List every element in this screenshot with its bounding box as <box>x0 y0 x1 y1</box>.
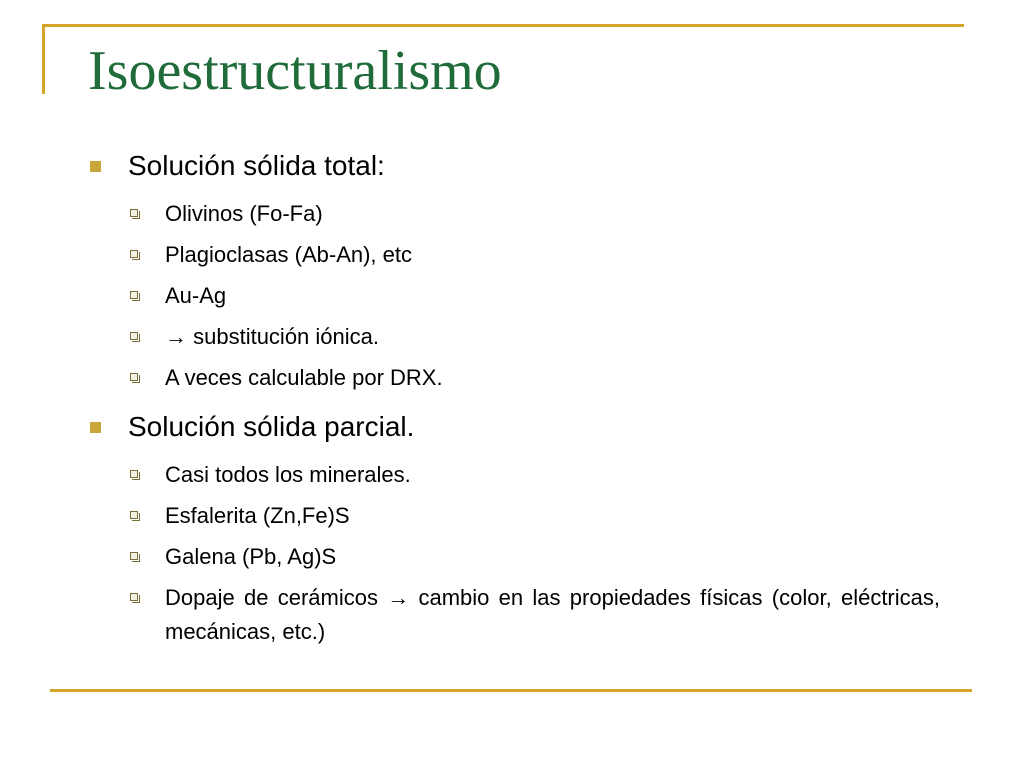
list-item <box>90 197 940 231</box>
list-item <box>90 540 940 574</box>
section-items-wrapper <box>90 458 940 649</box>
slide-content <box>90 142 940 657</box>
list-item-text: Galena (Pb, Ag)S <box>165 544 337 569</box>
list-item <box>90 320 940 354</box>
list-item <box>90 458 940 492</box>
list-item-text: → substitución iónica. <box>165 324 379 349</box>
slide-title: Isoestructuralismo <box>88 40 502 102</box>
frame-accent-vertical <box>42 24 45 94</box>
box-bullet-icon <box>130 552 138 560</box>
list-item-text: Olivinos (Fo-Fa) <box>165 201 323 226</box>
section-items-wrapper <box>90 197 940 395</box>
square-bullet-icon <box>90 422 101 433</box>
section-solid-solution-partial <box>90 403 940 451</box>
list-item-text: Plagioclasas (Ab-An), etc <box>165 242 412 267</box>
box-bullet-icon <box>130 209 138 217</box>
box-bullet-icon <box>130 593 138 601</box>
section-heading: Solución sólida parcial. <box>128 411 415 442</box>
section-items-partial <box>90 458 940 649</box>
box-bullet-icon <box>130 470 138 478</box>
box-bullet-icon <box>130 291 138 299</box>
list-item-text: Au-Ag <box>165 283 227 308</box>
square-bullet-icon <box>90 161 101 172</box>
box-bullet-icon <box>130 373 138 381</box>
frame-accent-bottom <box>50 689 972 692</box>
box-bullet-icon <box>130 332 138 340</box>
frame-accent-top <box>42 24 964 27</box>
section-solid-solution-total <box>90 142 940 190</box>
box-bullet-icon <box>130 250 138 258</box>
list-item <box>90 238 940 272</box>
list-item <box>90 581 940 649</box>
list-item-text: Dopaje de cerámicos → cambio en las propiedades físicas (color, eléctricas, mecánicas, etc.) <box>165 585 940 644</box>
list-item-text: Casi todos los minerales. <box>165 462 411 487</box>
list-item <box>90 279 940 313</box>
box-bullet-icon <box>130 511 138 519</box>
list-item <box>90 361 940 395</box>
list-item-text: A veces calculable por DRX. <box>165 365 443 390</box>
section-items-total <box>90 197 940 395</box>
list-item-text: Esfalerita (Zn,Fe)S <box>165 503 350 528</box>
section-heading: Solución sólida total: <box>128 150 385 181</box>
list-item <box>90 499 940 533</box>
